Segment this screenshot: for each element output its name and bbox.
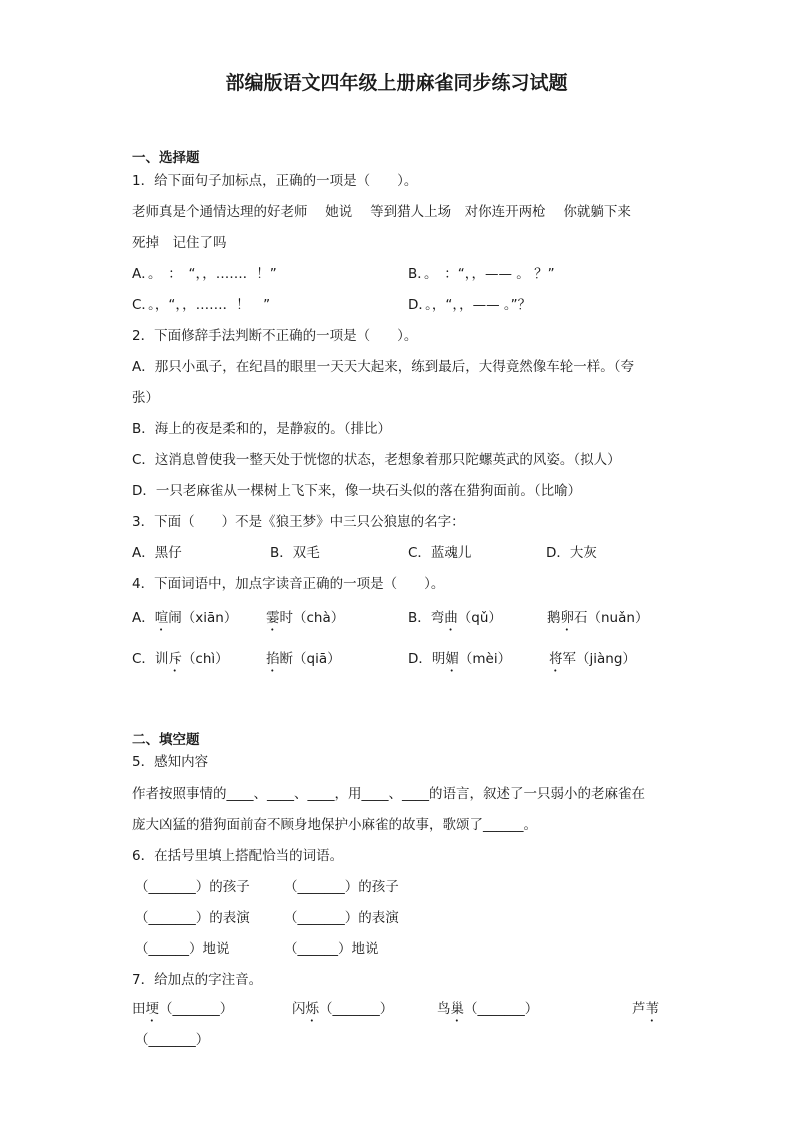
word-prefix: C．训 xyxy=(132,651,169,667)
word-rest: （mèi） xyxy=(458,651,512,667)
emphasized-char: 斥 xyxy=(168,651,182,667)
question-1-option-a: A．。 ： “，，……．！” xyxy=(132,266,277,282)
question-1-stem: 1．给下面句子加标点，正确的一项是（ ）。 xyxy=(132,173,418,189)
question-1-option-c: C．。，“，，……．！ ” xyxy=(132,297,271,313)
answer-blank[interactable]: （_______） xyxy=(464,1001,539,1017)
word-rest: 时（chà） xyxy=(279,610,345,626)
question-3-option-b: B．双毛 xyxy=(270,545,320,561)
question-2-option-c: C．这消息曾使我一整天处于恍惚的状态，老想象着那只陀螺英武的风姿。（拟人） xyxy=(132,452,621,468)
question-4-option-b-2 xyxy=(547,609,648,634)
question-4-stem: 4．下面词语中，加点字读音正确的一项是（ ）。 xyxy=(132,576,445,592)
word-prefix: B．弯 xyxy=(408,610,445,626)
blank-row-2a[interactable]: （_______）的表演 xyxy=(135,910,250,926)
question-5-stem: 5．感知内容 xyxy=(132,754,209,770)
question-5-line-2: 庞大凶猛的猎狗面前奋不顾身地保护小麻雀的故事，歌颂了______。 xyxy=(132,817,537,833)
word-rest: （chì） xyxy=(181,651,229,667)
word-prefix: 鹅 xyxy=(547,610,561,626)
question-2-option-a-line-1: A．那只小虱子，在纪昌的眼里一天天大起来，练到最后，大得竟然像车轮一样。（夸 xyxy=(132,359,634,375)
phonetic-item-3 xyxy=(437,1000,538,1025)
blank-row-3a[interactable]: （______）地说 xyxy=(135,941,230,957)
option-letter: A． xyxy=(132,610,155,626)
question-4-option-a-2 xyxy=(266,609,344,634)
emphasized-char: 卵 xyxy=(560,610,574,626)
question-2-option-a-line-2: 张） xyxy=(132,390,159,406)
blank-row-1a[interactable]: （_______）的孩子 xyxy=(135,879,250,895)
question-1-text-line-1: 老师真是个通情达理的好老师 她说 等到猎人上场 对你连开两枪 你就躺下来 xyxy=(132,204,631,220)
emphasized-char: 将 xyxy=(549,651,563,667)
question-4-option-a-1 xyxy=(132,609,237,634)
emphasized-char: 曲 xyxy=(444,610,458,626)
question-5-line-1: 作者按照事情的____、____、____，用____、____的语言，叙述了一只弱小的老麻雀在 xyxy=(132,786,645,802)
phonetic-item-4-blank[interactable]: （_______） xyxy=(135,1032,210,1048)
section-heading-fill-in: 二、填空题 xyxy=(132,732,200,748)
question-1-option-d: D．。，“，，—— 。”？ xyxy=(408,297,532,313)
question-3-stem: 3．下面（ ）不是《狼王梦》中三只公狼崽的名字： xyxy=(132,514,465,530)
question-6-stem: 6．在括号里填上搭配恰当的词语。 xyxy=(132,848,344,864)
word-prefix: 田 xyxy=(132,1001,146,1017)
word-prefix: 芦 xyxy=(632,1001,646,1017)
question-3-option-a: A．黑仔 xyxy=(132,545,182,561)
question-4-option-d-2 xyxy=(549,650,636,675)
word-rest: （qǔ） xyxy=(457,610,502,626)
section-heading-choice: 一、选择题 xyxy=(132,150,200,166)
word-prefix: 鸟 xyxy=(437,1001,451,1017)
emphasized-char: 苇 xyxy=(645,1001,659,1017)
blank-row-2b[interactable]: （_______）的表演 xyxy=(284,910,399,926)
question-3-option-d: D．大灰 xyxy=(546,545,597,561)
document-title: 部编版语文四年级上册麻雀同步练习试题 xyxy=(225,72,568,94)
question-4-option-c-1 xyxy=(132,650,229,675)
question-2-option-b: B．海上的夜是柔和的，是静寂的。（排比） xyxy=(132,421,392,437)
answer-blank[interactable]: （_______） xyxy=(159,1001,234,1017)
emphasized-char: 巢 xyxy=(450,1001,464,1017)
word-prefix: D．明 xyxy=(408,651,446,667)
question-1-text-line-2: 死掉 记住了吗 xyxy=(132,235,227,251)
emphasized-char: 喧 xyxy=(154,610,169,626)
blank-row-3b[interactable]: （______）地说 xyxy=(284,941,379,957)
phonetic-item-4-word xyxy=(632,1000,659,1025)
question-3-option-c: C．蓝魂儿 xyxy=(408,545,472,561)
word-rest: 闹（xiān） xyxy=(168,610,238,626)
word-rest: 石（nuǎn） xyxy=(574,610,649,626)
question-7-stem: 7．给加点的字注音。 xyxy=(132,972,263,988)
emphasized-char: 烁 xyxy=(305,1001,319,1017)
emphasized-char: 霎 xyxy=(266,610,280,626)
phonetic-item-1 xyxy=(132,1000,233,1025)
question-2-stem: 2．下面修辞手法判断不正确的一项是（ ）。 xyxy=(132,328,418,344)
question-1-option-b: B．。 ：“，，—— 。 ？” xyxy=(408,266,555,282)
question-4-option-b-1 xyxy=(408,609,502,634)
question-4-option-d-1 xyxy=(408,650,511,675)
answer-blank[interactable]: （_______） xyxy=(319,1001,394,1017)
phonetic-item-2 xyxy=(292,1000,393,1025)
word-prefix: 闪 xyxy=(292,1001,306,1017)
emphasized-char: 埂 xyxy=(145,1001,159,1017)
question-2-option-d: D．一只老麻雀从一棵树上飞下来，像一块石头似的落在猎狗面前。（比喻） xyxy=(132,483,582,499)
blank-row-1b[interactable]: （_______）的孩子 xyxy=(284,879,399,895)
emphasized-char: 掐 xyxy=(266,651,280,667)
word-rest: 断（qiā） xyxy=(279,651,341,667)
question-4-option-c-2 xyxy=(266,650,341,675)
word-rest: 军（jiàng） xyxy=(562,651,636,667)
emphasized-char: 媚 xyxy=(445,651,459,667)
